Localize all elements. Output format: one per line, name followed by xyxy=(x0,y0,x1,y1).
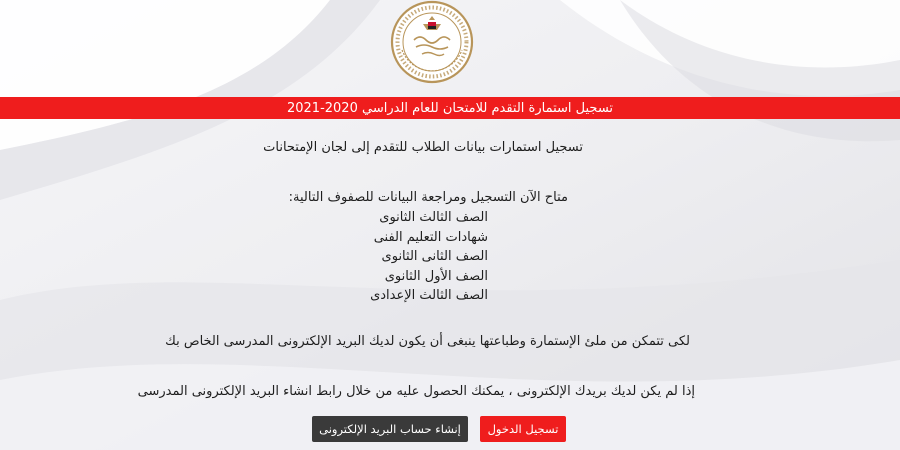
grade-item: شهادات التعليم الفنى xyxy=(373,229,488,245)
create-email-account-button[interactable]: إنشاء حساب البريد الإلكترونى xyxy=(312,416,468,442)
login-button[interactable]: تسجيل الدخول xyxy=(480,416,566,442)
grade-item: الصف الأول الثانوى xyxy=(384,268,488,284)
grades-list xyxy=(300,208,488,306)
email-required-note: لكى تتمكن من ملئ الإستمارة وطباعتها ينبغى أن يكون لديك البريد الإلكترونى المدرسى الخاص بك xyxy=(165,334,690,349)
page-subtitle: تسجيل استمارات بيانات الطلاب للتقدم إلى لجان الإمتحانات xyxy=(263,140,583,155)
grade-item: الصف الثالث الإعدادى xyxy=(370,288,488,303)
banner-title: تسجيل استمارة التقدم للامتحان للعام الدراسي 2020-2021 xyxy=(286,100,614,116)
grade-item: الصف الثانى الثانوى xyxy=(381,249,488,264)
available-grades-intro: متاح الآن التسجيل ومراجعة البيانات للصفوف التالية: xyxy=(288,190,568,205)
grade-item: الصف الثالث الثانوى xyxy=(379,210,488,225)
no-email-note: إذا لم يكن لديك بريدك الإلكترونى ، يمكنك الحصول عليه من خلال رابط انشاء البريد الإلكترونى المدرسى xyxy=(137,384,695,399)
